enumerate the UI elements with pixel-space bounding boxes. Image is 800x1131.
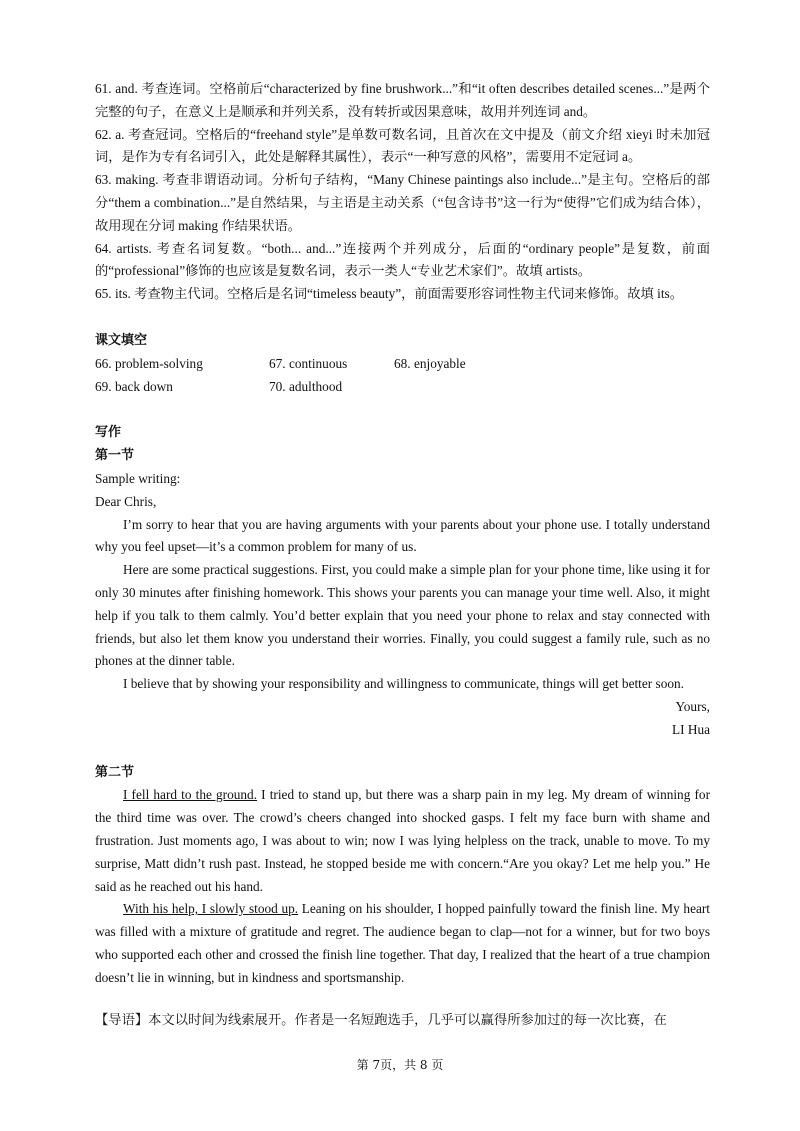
- letter-paragraph-3: I believe that by showing your responsibility and willingness to communicate, things will get better soon.: [123, 676, 684, 692]
- story-opening-sentence-2: With his help, I slowly stood up.: [123, 901, 299, 917]
- answer-70: 70. adulthood: [269, 378, 343, 394]
- guide-text: 【导语】本文以时间为线索展开。作者是一名短跑选手，几乎可以赢得所参加过的每一次比赛，在: [95, 1012, 667, 1028]
- fill-section-heading: 课文填空: [95, 332, 148, 348]
- letter-greeting: Dear Chris,: [95, 493, 157, 509]
- story-opening-sentence-1: I fell hard to the ground.: [123, 787, 258, 803]
- fill-row-2: [95, 376, 710, 399]
- writing-heading: 写作: [95, 425, 122, 441]
- letter-closing: Yours,: [675, 698, 710, 714]
- answer-65: 65. its. 考查物主代词。空格后是名词“timeless beauty”，前面需要形容词性物主代词来修饰。故填 its。: [95, 286, 683, 302]
- answer-68: 68. enjoyable: [394, 355, 466, 371]
- answer-62: 62. a. 考查冠词。空格后的“freehand style”是单数可数名词，且首次在文中提及（前文介绍 xieyi 时未加冠词，是作为专有名词引入，此处是解释其属性），表示“一种写意的风格”，需要用不定冠词 a。: [95, 126, 710, 165]
- letter-paragraph-1: I’m sorry to hear that you are having arguments with your parents about your phone use. I totally understand why you feel upset—it’s a common problem for many of us.: [95, 516, 710, 555]
- letter-paragraph-2: Here are some practical suggestions. First, you could make a simple plan for your phone time, like using it for only 30 minutes after finishing homework. This shows your parents you can manage your time well. Also, it might help if you talk to them calmly. You’d better explain that you need your phone to relax and stay connected with friends, but also let them know you understand their worries. Finally, you could suggest a family rule, such as no phones at the dinner table.: [95, 562, 710, 669]
- story-paragraph-1: [95, 784, 710, 898]
- fill-row-1: [95, 353, 710, 376]
- answer-64: 64. artists. 考查名词复数。“both... and...”连接两个并列成分，后面的“ordinary people”是复数，前面的“professional”修饰的也应该是复数名词，表示一类人“专业艺术家们”。故填 artists。: [95, 240, 710, 279]
- story-paragraph-2: [95, 898, 710, 989]
- section1-heading: 第一节: [95, 448, 135, 464]
- answer-67: 67. continuous: [269, 355, 348, 371]
- answer-61: 61. and. 考查连词。空格前后“characterized by fine brushwork...”和“it often describes detailed scenes...”是两个完整的句子，在意义上是顺承和并列关系，没有转折或因果意味，故用并列连词 and。: [95, 81, 710, 119]
- page-footer: 第 7页，共 8 页: [356, 1058, 444, 1072]
- letter-signature: LI Hua: [671, 721, 710, 737]
- answer-63: 63. making. 考查非谓语动词。分析句子结构，“Many Chinese paintings also include...”是主句。空格后的部分“them a combination...”是自然结果，与主语是主动关系（“包含诗书”这一行为“使得”它们成为结合体），故用现在分词 making 作结果状语。: [95, 172, 710, 233]
- story-paragraph-1-text: I tried to stand up, but there was a sharp pain in my leg. My dream of winning for the third time was over. The crowd’s cheers changed into shocked gasps. I felt my face burn with shame and frustration. Just moments ago, I was about to win; now I was lying helpless on the track, unable to move. To my surprise, Matt didn’t rush past. Instead, he stopped beside me with concern.“Are you okay? Let me help you.” He said as he reached out his hand.: [95, 787, 710, 894]
- answer-66: 66. problem-solving: [95, 355, 203, 371]
- sample-label: Sample writing:: [95, 470, 181, 486]
- story-paragraph-2-text: Leaning on his shoulder, I hopped painfully toward the finish line. My heart was filled with a mixture of gratitude and regret. The audience began to clap—not for a winner, but for two boys who supported each other and crossed the finish line together. That day, I realized that the heart of a true champion doesn’t lie in winning, but in kindness and sportsmanship.: [95, 901, 710, 985]
- document-page: [95, 78, 710, 1032]
- answer-69: 69. back down: [95, 378, 173, 394]
- section2-heading: 第二节: [95, 764, 135, 780]
